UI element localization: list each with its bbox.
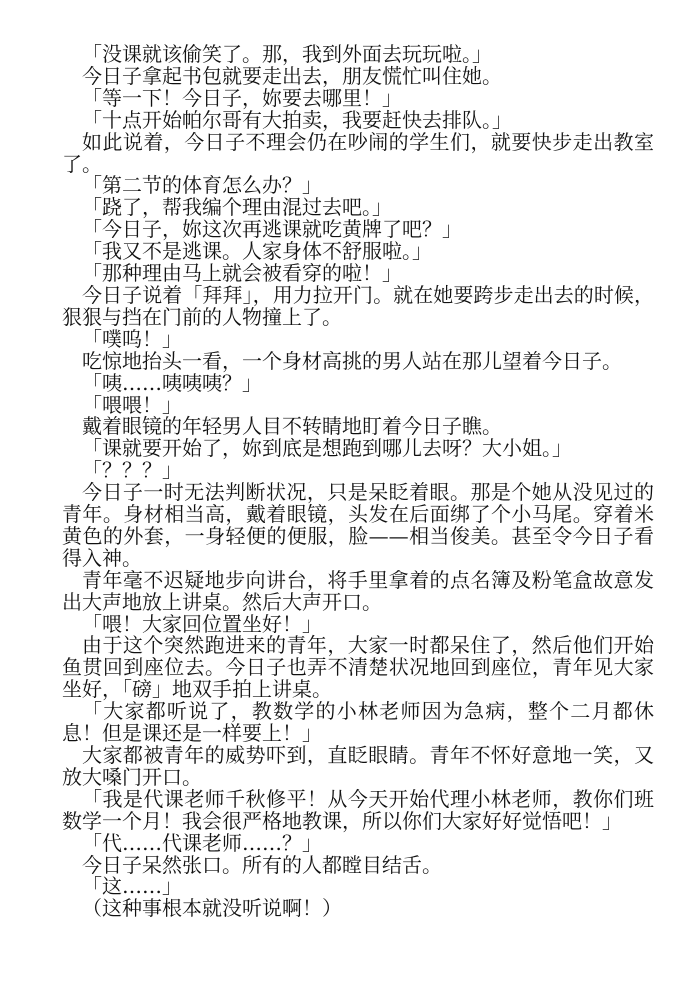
paragraph: 「那种理由马上就会被看穿的啦！」 — [82, 261, 402, 286]
body-text — [62, 44, 654, 920]
paragraph: 「等一下！今日子，妳要去哪里！」 — [82, 85, 402, 110]
paragraph: 「这……」 — [82, 874, 182, 899]
paragraph: 今日子一时无法判断状况，只是呆眨着眼。那是个她从没见过的青年。身材相当高，戴着眼镜，头发在后面绑了个小马尾。穿着米黄色的外套，一身轻便的便服，脸——相当俊美。甚至令今日子看得入神。 — [62, 480, 654, 570]
paragraph: 「第二节的体育怎么办？」 — [82, 173, 322, 198]
paragraph: 「跷了，帮我编个理由混过去吧。」 — [82, 195, 392, 220]
paragraph: 「十点开始帕尔哥有大拍卖，我要赶快去排队。」 — [82, 107, 512, 132]
paragraph: 今日子呆然张口。所有的人都瞠目结舌。 — [82, 852, 442, 877]
paragraph: 「喂！大家回位置坐好！」 — [82, 611, 322, 636]
paragraph: 「我又不是逃课。人家身体不舒服啦。」 — [82, 239, 432, 264]
paragraph: 「代……代课老师……？」 — [82, 830, 322, 855]
paragraph: 今日子拿起书包就要走出去，朋友慌忙叫住她。 — [82, 63, 502, 88]
paragraph: （这种事根本就没听说啊！） — [82, 896, 342, 921]
paragraph: 戴着眼镜的年轻男人目不转睛地盯着今日子瞧。 — [82, 414, 502, 439]
paragraph: 「大家都听说了，教数学的小林老师因为急病，整个二月都休息！但是课还是一样要上！」 — [62, 699, 654, 746]
paragraph: 大家都被青年的威势吓到，直眨眼睛。青年不怀好意地一笑，又放大嗓门开口。 — [62, 743, 654, 789]
paragraph: 「课就要开始了，妳到底是想跑到哪儿去呀？大小姐。」 — [82, 436, 572, 461]
paragraph: 「喂喂！」 — [82, 392, 182, 417]
paragraph: 青年毫不迟疑地步向讲台，将手里拿着的点名簿及粉笔盒故意发出大声地放上讲桌。然后大声开口。 — [62, 567, 654, 614]
paragraph: 吃惊地抬头一看，一个身材高挑的男人站在那儿望着今日子。 — [82, 348, 622, 373]
paragraph: 今日子说着「拜拜」，用力拉开门。就在她要跨步走出去的时候，狠狠与挡在门前的人物撞上了。 — [62, 282, 654, 329]
paragraph: 「？？？」 — [82, 458, 182, 483]
paragraph: 如此说着，今日子不理会仍在吵闹的学生们，就要快步走出教室了。 — [62, 129, 654, 176]
paragraph: 「没课就该偷笑了。那，我到外面去玩玩啦。」 — [82, 42, 492, 66]
paragraph: 「我是代课老师千秋修平！从今天开始代理小林老师，教你们班数学一个月！我会很严格地教课，所以你们大家好好觉悟吧！」 — [62, 786, 654, 833]
paragraph: 「咦……咦咦咦？」 — [82, 370, 262, 395]
paragraph: 「今日子，妳这次再逃课就吃黄牌了吧？」 — [82, 217, 462, 242]
paragraph: 由于这个突然跑进来的青年，大家一时都呆住了，然后他们开始鱼贯回到座位去。今日子也弄不清楚状况地回到座位，青年见大家坐好，「磅」地双手拍上讲桌。 — [62, 633, 654, 702]
paragraph: 「噗呜！」 — [82, 326, 182, 351]
